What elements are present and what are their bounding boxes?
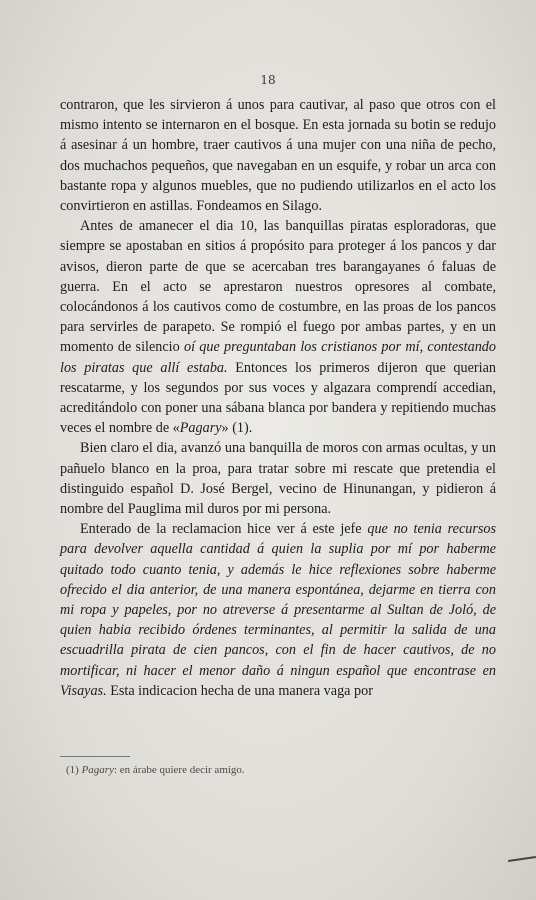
italic-text-segment: oí que preguntaban los cristianos por mí, contestando los piratas que allí estaba. [60,339,496,376]
text-segment: » (1). [221,420,253,437]
body-text [60,95,496,701]
text-segment: Entonces los primeros dijeron que querian rescatarme, y los segundos por sus voces y algazara comprendí accedian, acreditándolo con poner una sábana blanca por bandera y repitiendo muchas veces el nombre de « [60,359,496,437]
margin-mark [508,856,536,862]
italic-text-segment: Pagary [179,420,222,437]
text-segment: Esta indicacion hecha de una manera vaga por [106,682,373,699]
paragraph [60,519,496,701]
text-segment: Antes de amanecer el dia 10, las banquillas piratas esploradoras, que siempre se apostaban en sitios á propósito para proteger á los pancos y dar avisos, dieron parte de que se acercaban tres barangayanes ó faluas de guerra. En el acto se aprestaron nuestros opresores al combate, colocándonos á los cautivos como de costumbre, en las proas de los pancos para servirles de parapeto. Se rompió el fuego por ambas partes, y en un momento de silencio [60,218,496,356]
italic-text-segment: que no tenia recursos para devolver aquella cantidad á quien la suplia por mí por haberme quitado todo cuanto tenia, y además le hice reflexiones sobre haberme ofrecido el dia anterior, de una manera espontánea, dejarme en tierra con mi ropa y papeles, por no atreverse á presentarme al Sultan de Joló, de quien habia recibido órdenes terminantes, al permitir la salida de una escuadrilla pirata de cien pancos, con el fin de hacer cautivos, de no mortificar, ni hacer el menor daño á ningun español que encontrase en Visayas. [60,521,496,699]
footnote [66,764,486,776]
footnote-rule [60,756,130,757]
text-segment: Bien claro el dia, avanzó una banquilla de moros con armas ocultas, y un pañuelo blanco en la proa, para tratar sobre mi rescate que pretendia el distinguido español D. José Bergel, vecino de Hinunangan, y pidieron á nombre del Pauglima mil duros por mi persona. [60,440,496,518]
text-segment: Enterado de la reclamacion hice ver á este jefe [80,521,368,538]
text-segment: contraron, que les sirvieron á unos para cautivar, al paso que otros con el mismo intento se internaron en el bosque. En esta jornada su botin se redujo á asesinar á un hombre, traer cautivos á una mujer con una niña de pecho, dos muchachos pequeños, que navegaban en un esquife, y robar un arca con bastante ropa y algunos muebles, que no pudiendo utilizarlos en el acto los convirtieron en astillas. Fondeamos en Silago. [60,97,496,215]
footnote-marker: (1) [66,764,79,776]
paragraph [60,438,496,519]
paragraph [60,95,496,216]
paragraph [60,216,496,438]
footnote-text: : en árabe quiere decir amigo. [113,764,245,776]
page-number: 18 [260,73,276,87]
footnote-term: Pagary [81,764,114,776]
